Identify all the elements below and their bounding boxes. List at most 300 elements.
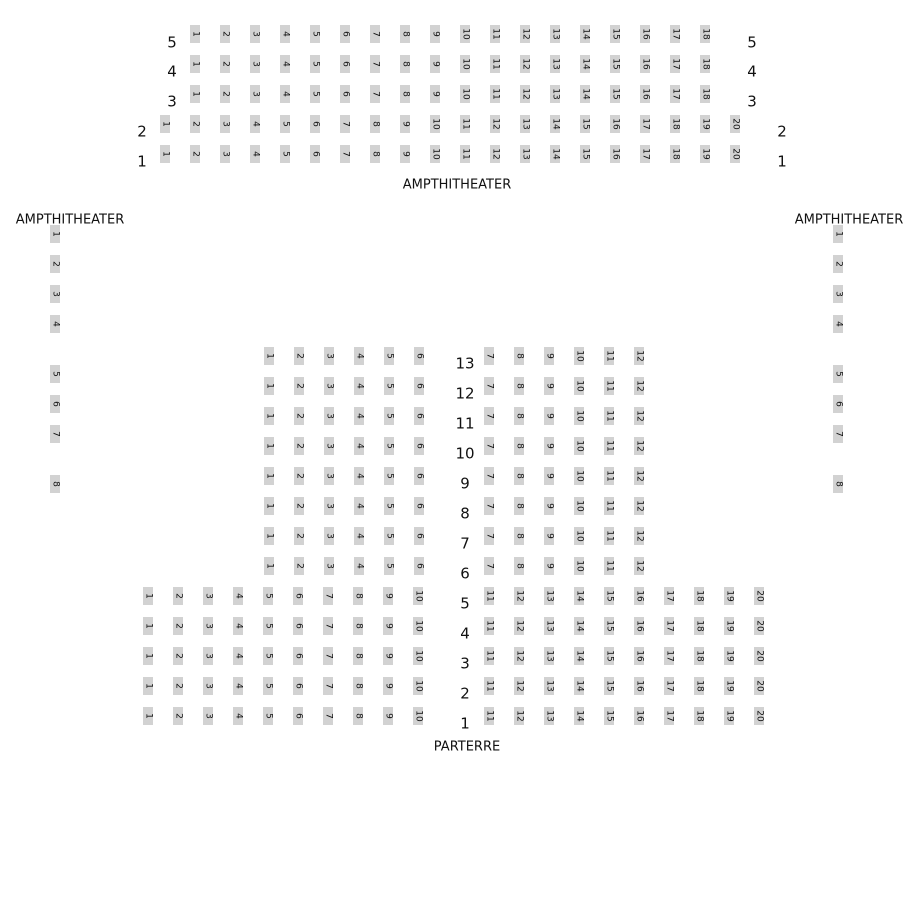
parterre-row-10-seat-9[interactable] bbox=[544, 437, 554, 455]
parterre-row-1-seat-9[interactable] bbox=[383, 707, 393, 725]
parterre-row-1-seat-13[interactable] bbox=[544, 707, 554, 725]
parterre-row-7-seat-3[interactable] bbox=[324, 527, 334, 545]
parterre-row-5-seat-11[interactable] bbox=[484, 587, 494, 605]
parterre-row-1-seat-19[interactable] bbox=[724, 707, 734, 725]
parterre-row-1-seat-10[interactable] bbox=[413, 707, 423, 725]
balcony-row-1-seat-12[interactable] bbox=[490, 145, 500, 163]
parterre-row-13-seat-7[interactable] bbox=[484, 347, 494, 365]
parterre-row-11-seat-1[interactable] bbox=[264, 407, 274, 425]
parterre-row-9-seat-2[interactable] bbox=[294, 467, 304, 485]
parterre-row-6-seat-4[interactable] bbox=[354, 557, 364, 575]
parterre-row-13-seat-1[interactable] bbox=[264, 347, 274, 365]
parterre-row-1-seat-2[interactable] bbox=[173, 707, 183, 725]
parterre-row-3-seat-2[interactable] bbox=[173, 647, 183, 665]
balcony-row-1-seat-20[interactable] bbox=[730, 145, 740, 163]
balcony-row-2-seat-8[interactable] bbox=[370, 115, 380, 133]
balcony-row-4-seat-13[interactable] bbox=[550, 55, 560, 73]
balcony-row-1-seat-19[interactable] bbox=[700, 145, 710, 163]
parterre-row-3-seat-7[interactable] bbox=[323, 647, 333, 665]
parterre-row-1-seat-8[interactable] bbox=[353, 707, 363, 725]
balcony-row-1-seat-7[interactable] bbox=[340, 145, 350, 163]
parterre-row-13-seat-9[interactable] bbox=[544, 347, 554, 365]
parterre-row-12-seat-4[interactable] bbox=[354, 377, 364, 395]
parterre-row-6-seat-11[interactable] bbox=[604, 557, 614, 575]
parterre-row-2-seat-15[interactable] bbox=[604, 677, 614, 695]
parterre-row-3-seat-6[interactable] bbox=[293, 647, 303, 665]
balcony-row-3-seat-12[interactable] bbox=[520, 85, 530, 103]
parterre-row-2-seat-2[interactable] bbox=[173, 677, 183, 695]
parterre-row-2-seat-11[interactable] bbox=[484, 677, 494, 695]
parterre-row-8-seat-9[interactable] bbox=[544, 497, 554, 515]
parterre-row-13-seat-5[interactable] bbox=[384, 347, 394, 365]
parterre-row-6-seat-12[interactable] bbox=[634, 557, 644, 575]
parterre-row-7-seat-2[interactable] bbox=[294, 527, 304, 545]
parterre-row-3-seat-3[interactable] bbox=[203, 647, 213, 665]
balcony-row-3-seat-7[interactable] bbox=[370, 85, 380, 103]
parterre-row-11-seat-9[interactable] bbox=[544, 407, 554, 425]
parterre-row-5-seat-5[interactable] bbox=[263, 587, 273, 605]
balcony-row-4-seat-2[interactable] bbox=[220, 55, 230, 73]
parterre-row-5-seat-12[interactable] bbox=[514, 587, 524, 605]
parterre-row-8-seat-7[interactable] bbox=[484, 497, 494, 515]
parterre-row-1-seat-20[interactable] bbox=[754, 707, 764, 725]
parterre-row-13-seat-12[interactable] bbox=[634, 347, 644, 365]
parterre-row-8-seat-10[interactable] bbox=[574, 497, 584, 515]
parterre-row-8-seat-5[interactable] bbox=[384, 497, 394, 515]
balcony-row-3-seat-17[interactable] bbox=[670, 85, 680, 103]
parterre-row-2-seat-3[interactable] bbox=[203, 677, 213, 695]
parterre-row-12-seat-3[interactable] bbox=[324, 377, 334, 395]
parterre-row-8-seat-11[interactable] bbox=[604, 497, 614, 515]
parterre-row-5-seat-15[interactable] bbox=[604, 587, 614, 605]
parterre-row-6-seat-5[interactable] bbox=[384, 557, 394, 575]
parterre-row-7-seat-5[interactable] bbox=[384, 527, 394, 545]
balcony-row-5-seat-3[interactable] bbox=[250, 25, 260, 43]
parterre-row-3-seat-9[interactable] bbox=[383, 647, 393, 665]
balcony-row-4-seat-3[interactable] bbox=[250, 55, 260, 73]
parterre-row-4-seat-9[interactable] bbox=[383, 617, 393, 635]
parterre-row-1-seat-5[interactable] bbox=[263, 707, 273, 725]
side-left-seat-1[interactable] bbox=[50, 225, 60, 243]
balcony-row-4-seat-1[interactable] bbox=[190, 55, 200, 73]
parterre-row-6-seat-1[interactable] bbox=[264, 557, 274, 575]
parterre-row-2-seat-7[interactable] bbox=[323, 677, 333, 695]
parterre-row-10-seat-12[interactable] bbox=[634, 437, 644, 455]
parterre-row-4-seat-8[interactable] bbox=[353, 617, 363, 635]
balcony-row-2-seat-7[interactable] bbox=[340, 115, 350, 133]
parterre-row-10-seat-11[interactable] bbox=[604, 437, 614, 455]
parterre-row-12-seat-5[interactable] bbox=[384, 377, 394, 395]
parterre-row-4-seat-2[interactable] bbox=[173, 617, 183, 635]
balcony-row-1-seat-16[interactable] bbox=[610, 145, 620, 163]
parterre-row-11-seat-11[interactable] bbox=[604, 407, 614, 425]
parterre-row-1-seat-12[interactable] bbox=[514, 707, 524, 725]
parterre-row-6-seat-9[interactable] bbox=[544, 557, 554, 575]
parterre-row-3-seat-12[interactable] bbox=[514, 647, 524, 665]
parterre-row-1-seat-14[interactable] bbox=[574, 707, 584, 725]
parterre-row-9-seat-9[interactable] bbox=[544, 467, 554, 485]
parterre-row-9-seat-11[interactable] bbox=[604, 467, 614, 485]
balcony-row-3-seat-13[interactable] bbox=[550, 85, 560, 103]
parterre-row-4-seat-15[interactable] bbox=[604, 617, 614, 635]
parterre-row-9-seat-12[interactable] bbox=[634, 467, 644, 485]
parterre-row-10-seat-1[interactable] bbox=[264, 437, 274, 455]
parterre-row-11-seat-12[interactable] bbox=[634, 407, 644, 425]
balcony-row-2-seat-18[interactable] bbox=[670, 115, 680, 133]
balcony-row-2-seat-10[interactable] bbox=[430, 115, 440, 133]
balcony-row-5-seat-17[interactable] bbox=[670, 25, 680, 43]
parterre-row-2-seat-18[interactable] bbox=[694, 677, 704, 695]
balcony-row-5-seat-4[interactable] bbox=[280, 25, 290, 43]
parterre-row-1-seat-4[interactable] bbox=[233, 707, 243, 725]
parterre-row-9-seat-8[interactable] bbox=[514, 467, 524, 485]
parterre-row-11-seat-2[interactable] bbox=[294, 407, 304, 425]
parterre-row-2-seat-6[interactable] bbox=[293, 677, 303, 695]
balcony-row-2-seat-15[interactable] bbox=[580, 115, 590, 133]
parterre-row-4-seat-18[interactable] bbox=[694, 617, 704, 635]
parterre-row-7-seat-1[interactable] bbox=[264, 527, 274, 545]
balcony-row-1-seat-17[interactable] bbox=[640, 145, 650, 163]
parterre-row-12-seat-1[interactable] bbox=[264, 377, 274, 395]
parterre-row-3-seat-11[interactable] bbox=[484, 647, 494, 665]
balcony-row-5-seat-6[interactable] bbox=[340, 25, 350, 43]
parterre-row-13-seat-6[interactable] bbox=[414, 347, 424, 365]
parterre-row-1-seat-16[interactable] bbox=[634, 707, 644, 725]
parterre-row-12-seat-12[interactable] bbox=[634, 377, 644, 395]
parterre-row-2-seat-12[interactable] bbox=[514, 677, 524, 695]
parterre-row-6-seat-2[interactable] bbox=[294, 557, 304, 575]
balcony-row-2-seat-19[interactable] bbox=[700, 115, 710, 133]
parterre-row-10-seat-5[interactable] bbox=[384, 437, 394, 455]
parterre-row-1-seat-11[interactable] bbox=[484, 707, 494, 725]
side-left-seat-7[interactable] bbox=[50, 425, 60, 443]
parterre-row-4-seat-17[interactable] bbox=[664, 617, 674, 635]
balcony-row-4-seat-12[interactable] bbox=[520, 55, 530, 73]
parterre-row-12-seat-9[interactable] bbox=[544, 377, 554, 395]
parterre-row-12-seat-6[interactable] bbox=[414, 377, 424, 395]
side-left-seat-4[interactable] bbox=[50, 315, 60, 333]
parterre-row-3-seat-17[interactable] bbox=[664, 647, 674, 665]
balcony-row-2-seat-2[interactable] bbox=[190, 115, 200, 133]
balcony-row-4-seat-6[interactable] bbox=[340, 55, 350, 73]
side-right-seat-6[interactable] bbox=[833, 395, 843, 413]
parterre-row-5-seat-18[interactable] bbox=[694, 587, 704, 605]
parterre-row-7-seat-4[interactable] bbox=[354, 527, 364, 545]
parterre-row-5-seat-7[interactable] bbox=[323, 587, 333, 605]
side-left-seat-3[interactable] bbox=[50, 285, 60, 303]
parterre-row-12-seat-10[interactable] bbox=[574, 377, 584, 395]
balcony-row-5-seat-10[interactable] bbox=[460, 25, 470, 43]
parterre-row-4-seat-14[interactable] bbox=[574, 617, 584, 635]
parterre-row-3-seat-4[interactable] bbox=[233, 647, 243, 665]
balcony-row-3-seat-6[interactable] bbox=[340, 85, 350, 103]
balcony-row-3-seat-16[interactable] bbox=[640, 85, 650, 103]
parterre-row-6-seat-8[interactable] bbox=[514, 557, 524, 575]
parterre-row-7-seat-7[interactable] bbox=[484, 527, 494, 545]
parterre-row-10-seat-6[interactable] bbox=[414, 437, 424, 455]
balcony-row-4-seat-18[interactable] bbox=[700, 55, 710, 73]
balcony-row-2-seat-1[interactable] bbox=[160, 115, 170, 133]
balcony-row-3-seat-14[interactable] bbox=[580, 85, 590, 103]
balcony-row-5-seat-12[interactable] bbox=[520, 25, 530, 43]
parterre-row-2-seat-8[interactable] bbox=[353, 677, 363, 695]
parterre-row-2-seat-10[interactable] bbox=[413, 677, 423, 695]
parterre-row-1-seat-1[interactable] bbox=[143, 707, 153, 725]
parterre-row-2-seat-16[interactable] bbox=[634, 677, 644, 695]
balcony-row-2-seat-3[interactable] bbox=[220, 115, 230, 133]
side-right-seat-8[interactable] bbox=[833, 475, 843, 493]
parterre-row-9-seat-7[interactable] bbox=[484, 467, 494, 485]
parterre-row-4-seat-5[interactable] bbox=[263, 617, 273, 635]
balcony-row-5-seat-15[interactable] bbox=[610, 25, 620, 43]
parterre-row-4-seat-20[interactable] bbox=[754, 617, 764, 635]
parterre-row-10-seat-10[interactable] bbox=[574, 437, 584, 455]
balcony-row-2-seat-9[interactable] bbox=[400, 115, 410, 133]
parterre-row-5-seat-17[interactable] bbox=[664, 587, 674, 605]
balcony-row-5-seat-5[interactable] bbox=[310, 25, 320, 43]
parterre-row-5-seat-14[interactable] bbox=[574, 587, 584, 605]
balcony-row-1-seat-5[interactable] bbox=[280, 145, 290, 163]
parterre-row-13-seat-4[interactable] bbox=[354, 347, 364, 365]
parterre-row-2-seat-9[interactable] bbox=[383, 677, 393, 695]
balcony-row-4-seat-10[interactable] bbox=[460, 55, 470, 73]
balcony-row-3-seat-8[interactable] bbox=[400, 85, 410, 103]
balcony-row-2-seat-20[interactable] bbox=[730, 115, 740, 133]
side-right-seat-7[interactable] bbox=[833, 425, 843, 443]
parterre-row-2-seat-4[interactable] bbox=[233, 677, 243, 695]
balcony-row-4-seat-4[interactable] bbox=[280, 55, 290, 73]
balcony-row-4-seat-15[interactable] bbox=[610, 55, 620, 73]
parterre-row-10-seat-3[interactable] bbox=[324, 437, 334, 455]
parterre-row-2-seat-13[interactable] bbox=[544, 677, 554, 695]
parterre-row-10-seat-2[interactable] bbox=[294, 437, 304, 455]
parterre-row-8-seat-2[interactable] bbox=[294, 497, 304, 515]
balcony-row-5-seat-2[interactable] bbox=[220, 25, 230, 43]
balcony-row-1-seat-13[interactable] bbox=[520, 145, 530, 163]
balcony-row-3-seat-11[interactable] bbox=[490, 85, 500, 103]
balcony-row-2-seat-14[interactable] bbox=[550, 115, 560, 133]
balcony-row-2-seat-5[interactable] bbox=[280, 115, 290, 133]
parterre-row-10-seat-7[interactable] bbox=[484, 437, 494, 455]
parterre-row-8-seat-3[interactable] bbox=[324, 497, 334, 515]
parterre-row-5-seat-13[interactable] bbox=[544, 587, 554, 605]
parterre-row-8-seat-8[interactable] bbox=[514, 497, 524, 515]
balcony-row-1-seat-4[interactable] bbox=[250, 145, 260, 163]
parterre-row-3-seat-13[interactable] bbox=[544, 647, 554, 665]
parterre-row-4-seat-6[interactable] bbox=[293, 617, 303, 635]
parterre-row-1-seat-18[interactable] bbox=[694, 707, 704, 725]
balcony-row-3-seat-3[interactable] bbox=[250, 85, 260, 103]
parterre-row-4-seat-19[interactable] bbox=[724, 617, 734, 635]
side-right-seat-2[interactable] bbox=[833, 255, 843, 273]
side-right-seat-3[interactable] bbox=[833, 285, 843, 303]
balcony-row-5-seat-11[interactable] bbox=[490, 25, 500, 43]
balcony-row-1-seat-18[interactable] bbox=[670, 145, 680, 163]
parterre-row-7-seat-11[interactable] bbox=[604, 527, 614, 545]
parterre-row-8-seat-12[interactable] bbox=[634, 497, 644, 515]
parterre-row-7-seat-9[interactable] bbox=[544, 527, 554, 545]
parterre-row-1-seat-6[interactable] bbox=[293, 707, 303, 725]
balcony-row-4-seat-11[interactable] bbox=[490, 55, 500, 73]
balcony-row-3-seat-4[interactable] bbox=[280, 85, 290, 103]
parterre-row-8-seat-1[interactable] bbox=[264, 497, 274, 515]
balcony-row-5-seat-16[interactable] bbox=[640, 25, 650, 43]
parterre-row-13-seat-11[interactable] bbox=[604, 347, 614, 365]
parterre-row-5-seat-3[interactable] bbox=[203, 587, 213, 605]
parterre-row-1-seat-3[interactable] bbox=[203, 707, 213, 725]
balcony-row-3-seat-2[interactable] bbox=[220, 85, 230, 103]
parterre-row-3-seat-10[interactable] bbox=[413, 647, 423, 665]
balcony-row-3-seat-1[interactable] bbox=[190, 85, 200, 103]
parterre-row-5-seat-1[interactable] bbox=[143, 587, 153, 605]
parterre-row-7-seat-8[interactable] bbox=[514, 527, 524, 545]
parterre-row-5-seat-9[interactable] bbox=[383, 587, 393, 605]
balcony-row-4-seat-9[interactable] bbox=[430, 55, 440, 73]
parterre-row-3-seat-1[interactable] bbox=[143, 647, 153, 665]
parterre-row-4-seat-12[interactable] bbox=[514, 617, 524, 635]
parterre-row-9-seat-10[interactable] bbox=[574, 467, 584, 485]
parterre-row-3-seat-5[interactable] bbox=[263, 647, 273, 665]
balcony-row-2-seat-4[interactable] bbox=[250, 115, 260, 133]
parterre-row-13-seat-2[interactable] bbox=[294, 347, 304, 365]
balcony-row-5-seat-13[interactable] bbox=[550, 25, 560, 43]
parterre-row-13-seat-8[interactable] bbox=[514, 347, 524, 365]
parterre-row-4-seat-3[interactable] bbox=[203, 617, 213, 635]
parterre-row-10-seat-8[interactable] bbox=[514, 437, 524, 455]
balcony-row-1-seat-15[interactable] bbox=[580, 145, 590, 163]
parterre-row-12-seat-2[interactable] bbox=[294, 377, 304, 395]
parterre-row-4-seat-10[interactable] bbox=[413, 617, 423, 635]
parterre-row-12-seat-11[interactable] bbox=[604, 377, 614, 395]
balcony-row-2-seat-13[interactable] bbox=[520, 115, 530, 133]
parterre-row-3-seat-19[interactable] bbox=[724, 647, 734, 665]
parterre-row-2-seat-17[interactable] bbox=[664, 677, 674, 695]
parterre-row-7-seat-6[interactable] bbox=[414, 527, 424, 545]
parterre-row-3-seat-16[interactable] bbox=[634, 647, 644, 665]
parterre-row-8-seat-4[interactable] bbox=[354, 497, 364, 515]
balcony-row-4-seat-17[interactable] bbox=[670, 55, 680, 73]
parterre-row-11-seat-10[interactable] bbox=[574, 407, 584, 425]
parterre-row-5-seat-19[interactable] bbox=[724, 587, 734, 605]
balcony-row-4-seat-7[interactable] bbox=[370, 55, 380, 73]
parterre-row-2-seat-14[interactable] bbox=[574, 677, 584, 695]
parterre-row-6-seat-10[interactable] bbox=[574, 557, 584, 575]
parterre-row-5-seat-8[interactable] bbox=[353, 587, 363, 605]
balcony-row-5-seat-8[interactable] bbox=[400, 25, 410, 43]
parterre-row-6-seat-7[interactable] bbox=[484, 557, 494, 575]
parterre-row-4-seat-11[interactable] bbox=[484, 617, 494, 635]
parterre-row-9-seat-1[interactable] bbox=[264, 467, 274, 485]
balcony-row-4-seat-8[interactable] bbox=[400, 55, 410, 73]
parterre-row-6-seat-3[interactable] bbox=[324, 557, 334, 575]
parterre-row-1-seat-7[interactable] bbox=[323, 707, 333, 725]
balcony-row-2-seat-17[interactable] bbox=[640, 115, 650, 133]
parterre-row-4-seat-7[interactable] bbox=[323, 617, 333, 635]
parterre-row-9-seat-6[interactable] bbox=[414, 467, 424, 485]
balcony-row-3-seat-9[interactable] bbox=[430, 85, 440, 103]
side-left-seat-8[interactable] bbox=[50, 475, 60, 493]
parterre-row-9-seat-5[interactable] bbox=[384, 467, 394, 485]
balcony-row-5-seat-7[interactable] bbox=[370, 25, 380, 43]
balcony-row-1-seat-8[interactable] bbox=[370, 145, 380, 163]
parterre-row-11-seat-8[interactable] bbox=[514, 407, 524, 425]
balcony-row-3-seat-18[interactable] bbox=[700, 85, 710, 103]
balcony-row-3-seat-5[interactable] bbox=[310, 85, 320, 103]
balcony-row-1-seat-14[interactable] bbox=[550, 145, 560, 163]
balcony-row-2-seat-6[interactable] bbox=[310, 115, 320, 133]
balcony-row-2-seat-12[interactable] bbox=[490, 115, 500, 133]
parterre-row-4-seat-13[interactable] bbox=[544, 617, 554, 635]
side-left-seat-6[interactable] bbox=[50, 395, 60, 413]
side-right-seat-1[interactable] bbox=[833, 225, 843, 243]
parterre-row-3-seat-15[interactable] bbox=[604, 647, 614, 665]
parterre-row-11-seat-7[interactable] bbox=[484, 407, 494, 425]
parterre-row-7-seat-12[interactable] bbox=[634, 527, 644, 545]
side-left-seat-5[interactable] bbox=[50, 365, 60, 383]
parterre-row-9-seat-4[interactable] bbox=[354, 467, 364, 485]
parterre-row-11-seat-5[interactable] bbox=[384, 407, 394, 425]
side-left-seat-2[interactable] bbox=[50, 255, 60, 273]
parterre-row-5-seat-20[interactable] bbox=[754, 587, 764, 605]
balcony-row-4-seat-14[interactable] bbox=[580, 55, 590, 73]
balcony-row-5-seat-14[interactable] bbox=[580, 25, 590, 43]
parterre-row-8-seat-6[interactable] bbox=[414, 497, 424, 515]
parterre-row-2-seat-5[interactable] bbox=[263, 677, 273, 695]
parterre-row-11-seat-4[interactable] bbox=[354, 407, 364, 425]
parterre-row-5-seat-16[interactable] bbox=[634, 587, 644, 605]
parterre-row-2-seat-19[interactable] bbox=[724, 677, 734, 695]
parterre-row-7-seat-10[interactable] bbox=[574, 527, 584, 545]
parterre-row-4-seat-4[interactable] bbox=[233, 617, 243, 635]
balcony-row-5-seat-1[interactable] bbox=[190, 25, 200, 43]
balcony-row-4-seat-16[interactable] bbox=[640, 55, 650, 73]
parterre-row-3-seat-8[interactable] bbox=[353, 647, 363, 665]
parterre-row-6-seat-6[interactable] bbox=[414, 557, 424, 575]
balcony-row-1-seat-2[interactable] bbox=[190, 145, 200, 163]
parterre-row-5-seat-4[interactable] bbox=[233, 587, 243, 605]
balcony-row-1-seat-10[interactable] bbox=[430, 145, 440, 163]
parterre-row-12-seat-8[interactable] bbox=[514, 377, 524, 395]
balcony-row-1-seat-9[interactable] bbox=[400, 145, 410, 163]
parterre-row-5-seat-2[interactable] bbox=[173, 587, 183, 605]
parterre-row-4-seat-16[interactable] bbox=[634, 617, 644, 635]
balcony-row-5-seat-18[interactable] bbox=[700, 25, 710, 43]
parterre-row-13-seat-3[interactable] bbox=[324, 347, 334, 365]
balcony-row-4-seat-5[interactable] bbox=[310, 55, 320, 73]
balcony-row-1-seat-6[interactable] bbox=[310, 145, 320, 163]
balcony-row-2-seat-16[interactable] bbox=[610, 115, 620, 133]
parterre-row-2-seat-1[interactable] bbox=[143, 677, 153, 695]
parterre-row-5-seat-10[interactable] bbox=[413, 587, 423, 605]
parterre-row-9-seat-3[interactable] bbox=[324, 467, 334, 485]
balcony-row-2-seat-11[interactable] bbox=[460, 115, 470, 133]
parterre-row-11-seat-6[interactable] bbox=[414, 407, 424, 425]
side-right-seat-4[interactable] bbox=[833, 315, 843, 333]
parterre-row-1-seat-15[interactable] bbox=[604, 707, 614, 725]
parterre-row-11-seat-3[interactable] bbox=[324, 407, 334, 425]
parterre-row-3-seat-18[interactable] bbox=[694, 647, 704, 665]
parterre-row-2-seat-20[interactable] bbox=[754, 677, 764, 695]
balcony-row-3-seat-15[interactable] bbox=[610, 85, 620, 103]
parterre-row-10-seat-4[interactable] bbox=[354, 437, 364, 455]
parterre-row-1-seat-17[interactable] bbox=[664, 707, 674, 725]
parterre-row-12-seat-7[interactable] bbox=[484, 377, 494, 395]
parterre-row-4-seat-1[interactable] bbox=[143, 617, 153, 635]
side-right-seat-5[interactable] bbox=[833, 365, 843, 383]
balcony-row-3-seat-10[interactable] bbox=[460, 85, 470, 103]
balcony-row-1-seat-1[interactable] bbox=[160, 145, 170, 163]
parterre-row-3-seat-14[interactable] bbox=[574, 647, 584, 665]
